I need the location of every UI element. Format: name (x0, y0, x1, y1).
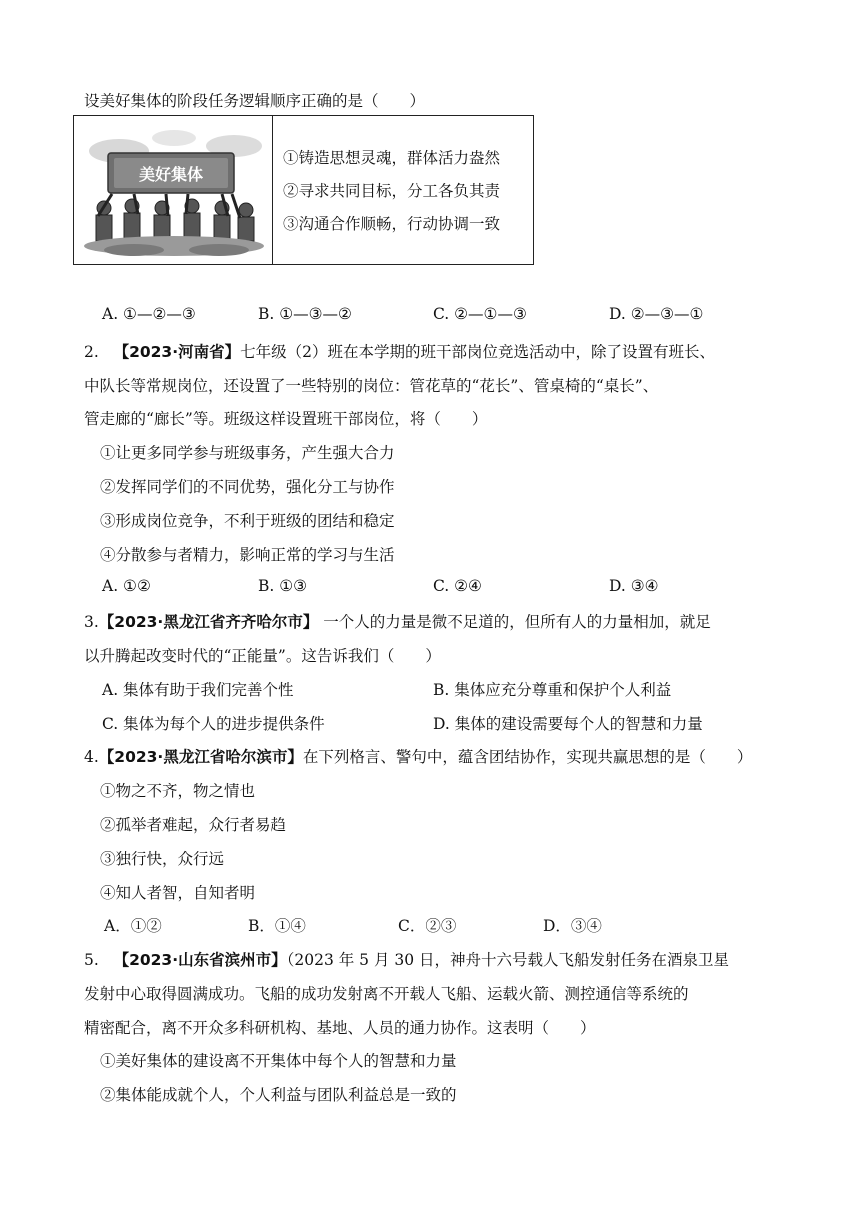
q3-option-b: B. 集体应充分尊重和保护个人利益 (433, 681, 672, 699)
q1-figure-table (73, 115, 534, 265)
q3-source: 【2023·黑龙江省齐齐哈尔市】 (98, 613, 319, 631)
q1-option-c: C. ②—①—③ (433, 305, 527, 323)
q5-number: 5. (84, 951, 99, 969)
figure-item-2: ②寻求共同目标，分工各负其责 (283, 182, 501, 200)
q3-stem-line-2: 以升腾起改变时代的“正能量”。这告诉我们（ ） (84, 647, 441, 665)
team-lifting-sign-illustration (74, 116, 272, 264)
figure-item-1: ①铸造思想灵魂，群体活力盎然 (283, 149, 501, 167)
q2-option-d: D. ③④ (609, 577, 659, 595)
q2-statement-3: ③形成岗位竞争，不利于班级的团结和稳定 (100, 512, 395, 530)
q2-stem-line-1 (84, 340, 715, 362)
q5-stem-line-2: 发射中心取得圆满成功。飞船的成功发射离不开载人飞船、运载火箭、测控通信等系统的 (84, 985, 689, 1003)
q2-option-c: C. ②④ (433, 577, 482, 595)
q4-statement-4: ④知人者智，自知者明 (100, 884, 256, 902)
q2-option-b: B. ①③ (258, 577, 308, 595)
q2-number: 2. (84, 343, 99, 361)
q2-source: 【2023·河南省】 (113, 343, 241, 361)
q3-number: 3. (84, 613, 99, 631)
q3-stem-text-1: 一个人的力量是微不足道的，但所有人的力量相加，就足 (318, 613, 711, 631)
q4-option-d: D．③④ (543, 917, 602, 935)
q1-stem: 设美好集体的阶段任务逻辑顺序正确的是（ ） (84, 92, 426, 110)
q4-statement-3: ③独行快，众行远 (100, 850, 225, 868)
q1-option-d: D. ②—③—① (609, 305, 704, 323)
q1-option-b: B. ①—③—② (258, 305, 352, 323)
q4-statement-1: ①物之不齐，物之情也 (100, 782, 256, 800)
q4-number: 4. (84, 748, 99, 766)
q2-stem-line-2: 中队长等常规岗位，还设置了一些特别的岗位：管花草的“花长”、管桌椅的“桌长”、 (84, 377, 659, 395)
q4-source: 【2023·黑龙江省哈尔滨市】 (98, 748, 303, 766)
q1-figure-image (74, 116, 273, 264)
q5-stem-line-1 (84, 948, 729, 970)
q2-stem-text-1: 七年级（2）班在本学期的班干部岗位竞选活动中，除了设置有班长、 (240, 343, 715, 361)
q5-stem-line-3: 精密配合，离不开众多科研机构、基地、人员的通力协作。这表明（ ） (84, 1019, 596, 1037)
q4-option-b: B．①④ (248, 917, 306, 935)
q3-option-d: D. 集体的建设需要每个人的智慧和力量 (433, 715, 703, 733)
q3-option-c: C. 集体为每个人的进步提供条件 (102, 715, 325, 733)
q2-statement-2: ②发挥同学们的不同优势，强化分工与协作 (100, 478, 395, 496)
q5-stem-text-1: （2023 年 5 月 30 日，神舟十六号载人飞船发射任务在酒泉卫星 (286, 951, 730, 969)
q3-stem-line-1 (84, 610, 711, 632)
q5-statement-1: ①美好集体的建设离不开集体中每个人的智慧和力量 (100, 1052, 457, 1070)
figure-item-3: ③沟通合作顺畅，行动协调一致 (283, 215, 501, 233)
q4-option-a: A．①② (104, 917, 162, 935)
q2-statement-4: ④分散参与者精力，影响正常的学习与生活 (100, 546, 395, 564)
q4-option-c: C．②③ (398, 917, 457, 935)
q2-option-a: A. ①② (102, 577, 151, 595)
q2-statement-1: ①让更多同学参与班级事务，产生强大合力 (100, 444, 395, 462)
q3-option-a: A. 集体有助于我们完善个性 (102, 681, 294, 699)
q1-option-a: A. ①—②—③ (102, 305, 196, 323)
q5-source: 【2023·山东省滨州市】 (113, 951, 287, 969)
q5-statement-2: ②集体能成就个人，个人利益与团队利益总是一致的 (100, 1086, 457, 1104)
figure-label: 美好集体 (138, 165, 204, 184)
q4-statement-2: ②孤举者难起，众行者易趋 (100, 816, 287, 834)
q2-stem-line-3: 管走廊的“廊长”等。班级这样设置班干部岗位，将（ ） (84, 410, 488, 428)
q4-stem-line-1 (84, 745, 752, 767)
q4-stem-text-1: 在下列格言、警句中，蕴含团结协作，实现共赢思想的是（ ） (302, 748, 753, 766)
